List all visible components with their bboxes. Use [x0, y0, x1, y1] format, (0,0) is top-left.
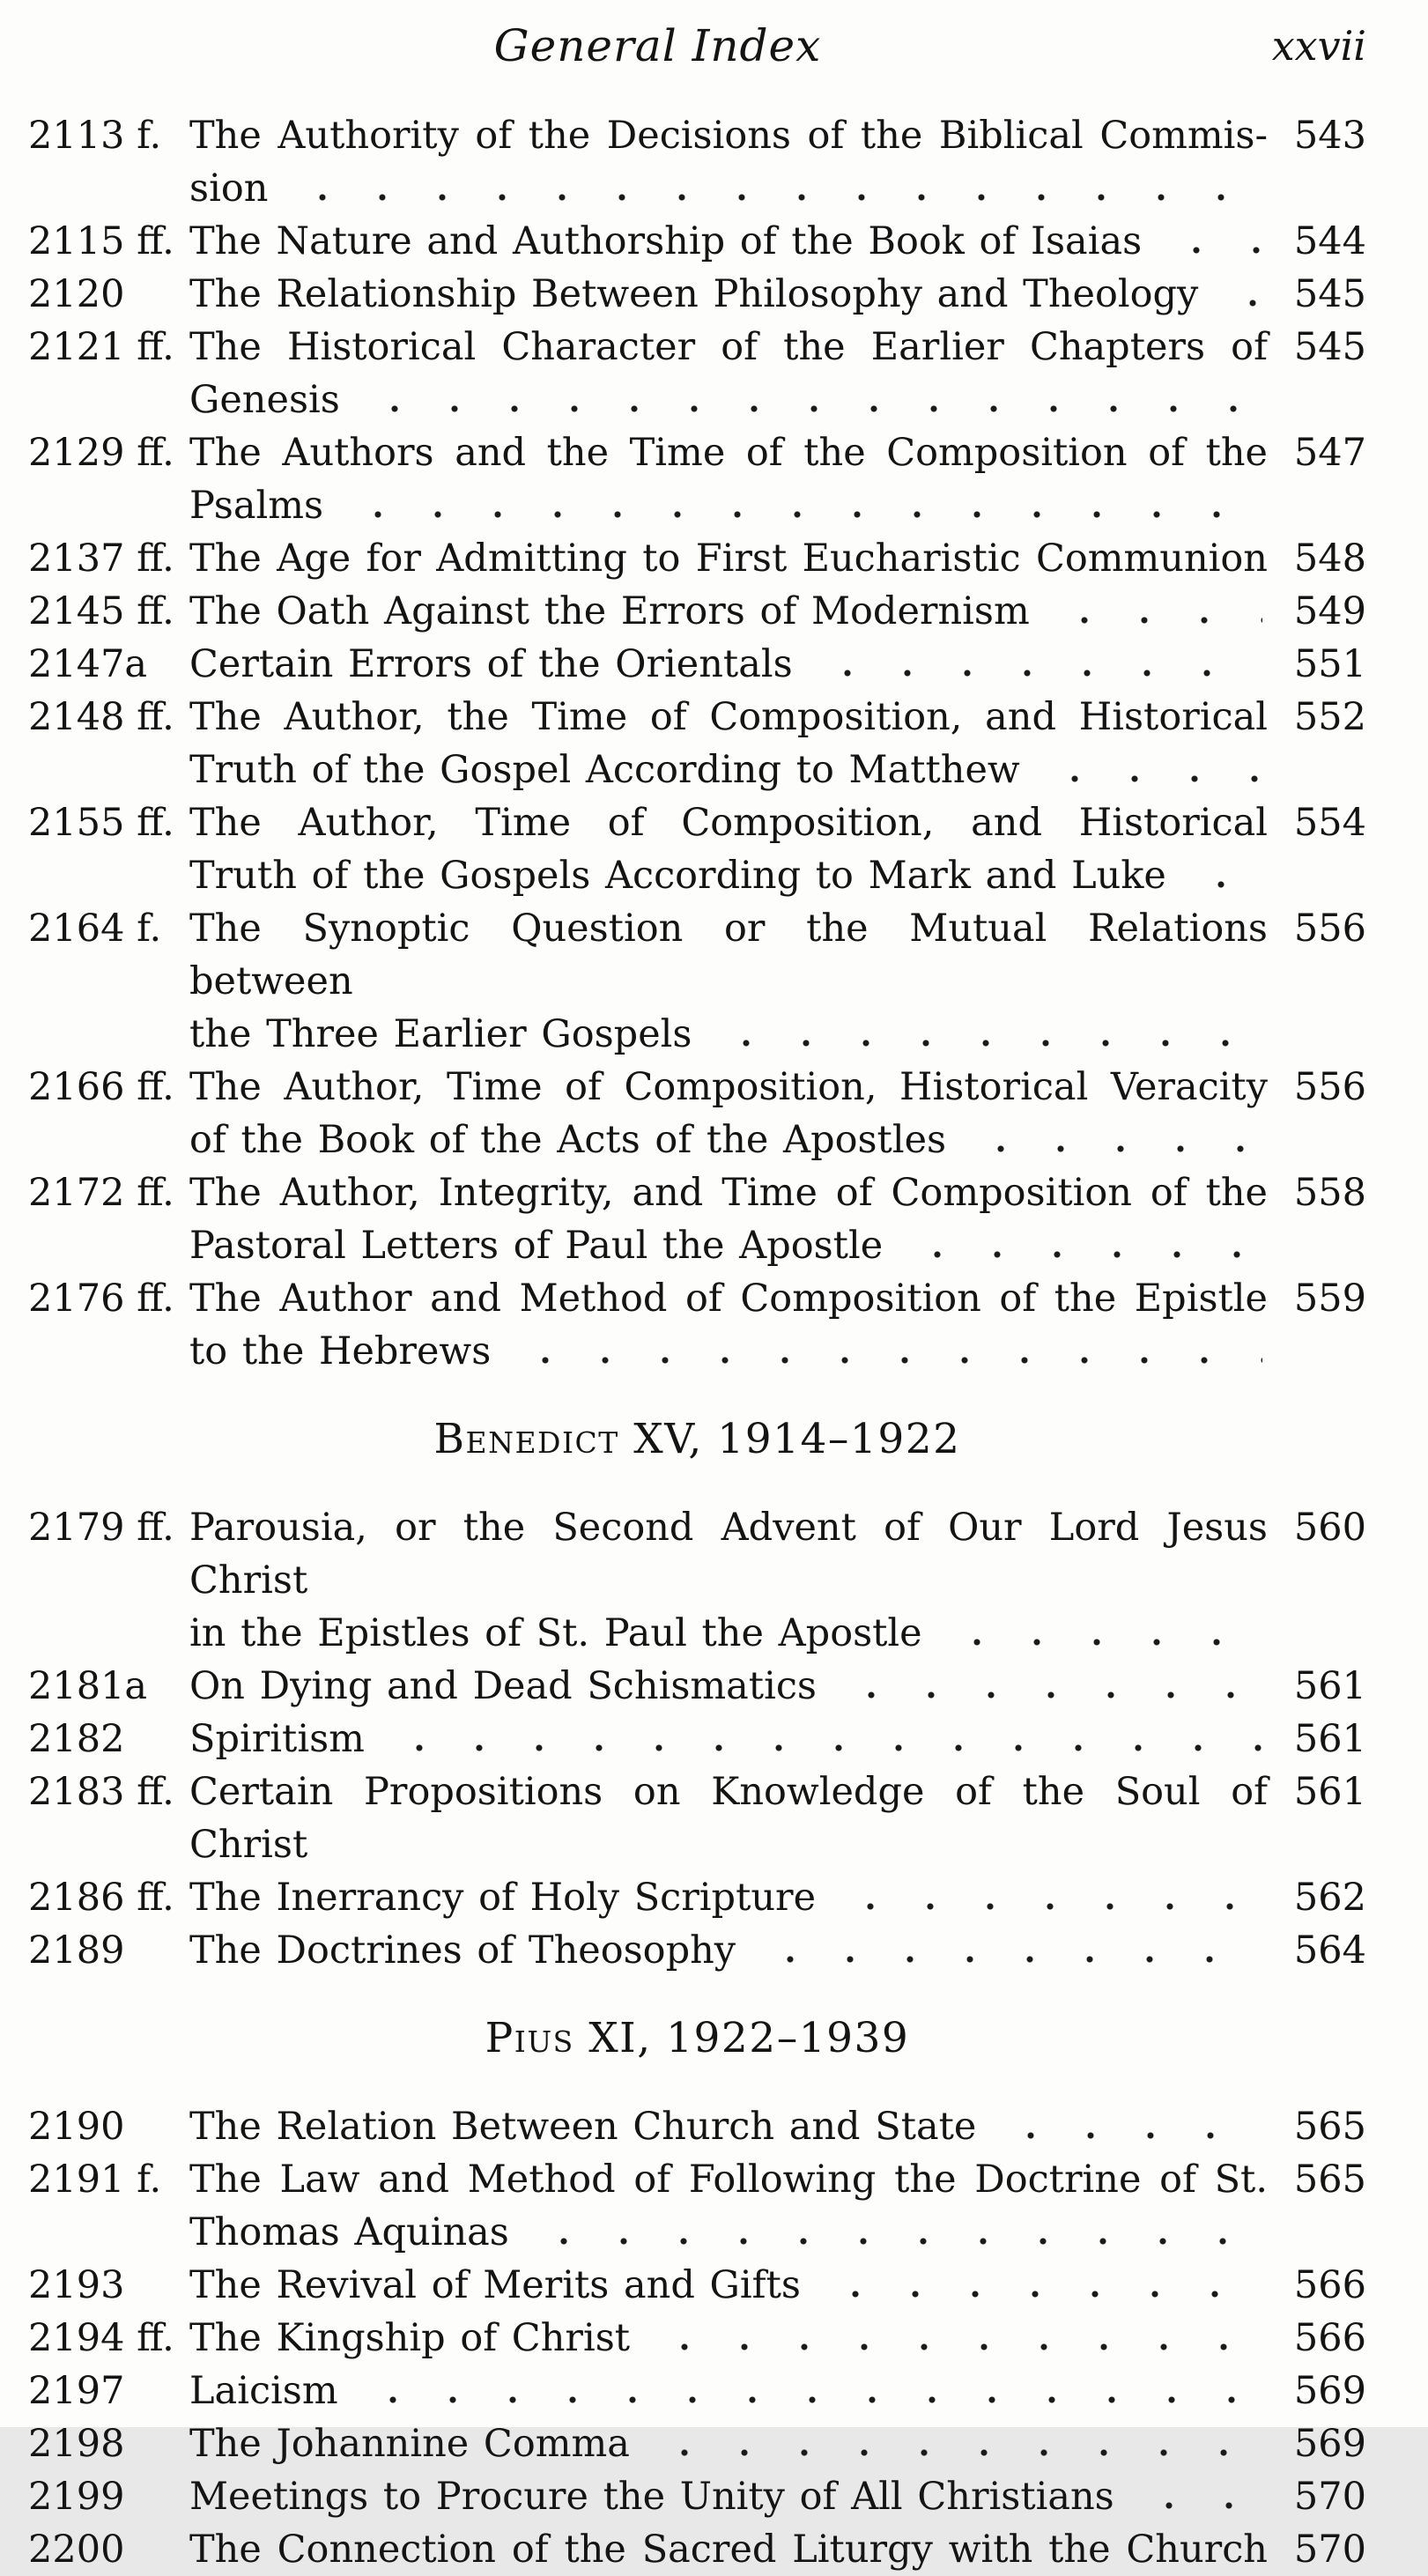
entry-line: [189, 585, 1268, 638]
entry-title: [189, 796, 1268, 902]
entry-page: 566: [1293, 2263, 1366, 2307]
entry-page: 554: [1293, 801, 1366, 845]
entry-title: [189, 902, 1268, 1061]
index-entry: [28, 532, 1366, 585]
dot-leader: [838, 1660, 1262, 1713]
dot-leader: [386, 1713, 1262, 1765]
entry-line: [189, 1219, 1268, 1272]
entry-number: 2183 ff.: [28, 1770, 174, 1814]
entry-line: [189, 2417, 1268, 2470]
entry-line: The Connection of the Sacred Liturgy with the Church: [189, 2528, 1268, 2572]
entry-title: [189, 532, 1268, 585]
entry-title: [189, 1660, 1268, 1713]
index-entry: [28, 2523, 1366, 2576]
dot-leader: [1136, 2470, 1262, 2523]
entry-title: [189, 691, 1268, 796]
entry-page: 566: [1293, 2316, 1366, 2360]
entry-title: [189, 1765, 1268, 1871]
running-head: [28, 18, 1366, 74]
entry-title: [189, 1501, 1268, 1660]
index-entry: [28, 321, 1366, 426]
entry-title: [189, 426, 1268, 532]
entry-title: [189, 1061, 1268, 1166]
entry-text: The Nature and Authorship of the Book of Isaias: [189, 219, 1143, 263]
entry-line: Certain Propositions on Knowledge of the Soul of Christ: [189, 1770, 1268, 1867]
entry-line: [189, 2312, 1268, 2365]
entry-title: [189, 1871, 1268, 1924]
dot-leader: [1219, 268, 1262, 321]
dot-leader: [814, 638, 1262, 691]
entry-title: [189, 2259, 1268, 2312]
entry-number: 2148 ff.: [28, 695, 174, 739]
entry-number: 2172 ff.: [28, 1171, 174, 1215]
entry-line: [189, 479, 1268, 532]
index-entry: [28, 1272, 1366, 1378]
entry-number: 2191 f.: [28, 2158, 162, 2202]
entry-line: [189, 215, 1268, 268]
page-title: General Index: [493, 20, 822, 71]
entry-text: The Johannine Comma: [189, 2422, 630, 2466]
entry-title: [189, 2523, 1268, 2576]
entry-text: Spiritism: [189, 1717, 365, 1761]
entry-text: On Dying and Dead Schismatics: [189, 1664, 817, 1708]
entry-line: The Author and Method of Composition of the Epistle: [189, 1277, 1268, 1321]
dot-leader: [997, 2100, 1262, 2153]
index-entry: [28, 109, 1366, 215]
dot-leader: [904, 1219, 1262, 1272]
entry-line: [189, 2470, 1268, 2523]
entry-page: 548: [1293, 537, 1366, 581]
entry-line: The Author, Time of Composition, and Historical: [189, 801, 1268, 845]
entry-text: Pastoral Letters of Paul the Apostle: [189, 1224, 884, 1268]
entry-page: 556: [1293, 1065, 1366, 1109]
entry-line: [189, 268, 1268, 321]
entry-text: Psalms: [189, 484, 324, 528]
dot-leader: [837, 1871, 1262, 1924]
entry-number: 2194 ff.: [28, 2316, 174, 2360]
index-entry: [28, 268, 1366, 321]
entry-line: Parousia, or the Second Advent of Our Lord Jesus Christ: [189, 1506, 1268, 1603]
entry-title: [189, 268, 1268, 321]
index-entry: [28, 902, 1366, 1061]
index-entry: [28, 691, 1366, 796]
entry-page: 569: [1293, 2422, 1366, 2466]
entry-text: of the Book of the Acts of the Apostles: [189, 1118, 947, 1162]
index-entry: [28, 1871, 1366, 1924]
entry-text: Laicism: [189, 2369, 338, 2413]
entry-text: Meetings to Procure the Unity of All Christians: [189, 2475, 1114, 2519]
entry-line: The Author, Integrity, and Time of Composition of the: [189, 1171, 1268, 1215]
entry-title: [189, 109, 1268, 215]
entry-number: 2182: [28, 1717, 125, 1761]
entry-number: 2190: [28, 2105, 125, 2149]
dot-leader: [651, 2417, 1262, 2470]
entry-page: 565: [1293, 2158, 1366, 2202]
entry-line: [189, 1607, 1268, 1660]
index-entry: [28, 426, 1366, 532]
entry-title: [189, 2312, 1268, 2365]
index-entry: [28, 796, 1366, 902]
index-entry: [28, 1501, 1366, 1660]
entry-line: The Author, the Time of Composition, and Historical: [189, 695, 1268, 739]
entry-page: 556: [1293, 907, 1366, 951]
entry-line: [189, 1924, 1268, 1977]
entry-page: 565: [1293, 2105, 1366, 2149]
dot-leader: [344, 479, 1262, 532]
dot-leader: [1041, 744, 1262, 796]
entry-title: [189, 1166, 1268, 1272]
dot-leader: [713, 1008, 1262, 1061]
entry-text: Genesis: [189, 378, 340, 422]
entry-number: 2200: [28, 2528, 125, 2572]
page-number: xxvii: [1271, 22, 1366, 70]
entry-page: 545: [1293, 272, 1366, 316]
dot-leader: [651, 2312, 1262, 2365]
entry-number: 2145 ff.: [28, 589, 174, 633]
entry-number: 2121 ff.: [28, 325, 174, 369]
entry-text: The Oath Against the Errors of Modernism: [189, 589, 1030, 633]
index-entry: [28, 2417, 1366, 2470]
entry-page: 551: [1293, 642, 1366, 686]
entry-page: 543: [1293, 114, 1366, 158]
index-entry: [28, 2259, 1366, 2312]
entry-text: The Inerrancy of Holy Scripture: [189, 1876, 817, 1920]
entry-line: The Authority of the Decisions of the Biblical Commis-: [189, 114, 1268, 158]
entry-line: [189, 374, 1268, 426]
entry-text: the Three Earlier Gospels: [189, 1012, 692, 1056]
entry-number: 2193: [28, 2263, 125, 2307]
dot-leader: [512, 1325, 1262, 1378]
entry-page: 561: [1293, 1664, 1366, 1708]
entry-number: 2115 ff.: [28, 219, 174, 263]
entry-text: Certain Errors of the Orientals: [189, 642, 793, 686]
entry-text: Truth of the Gospels According to Mark and Luke: [189, 854, 1166, 898]
entry-page: 562: [1293, 1876, 1366, 1920]
dot-leader: [1188, 849, 1262, 902]
entry-line: [189, 1871, 1268, 1924]
entry-line: [189, 638, 1268, 691]
entry-number: 2166 ff.: [28, 1065, 174, 1109]
entry-line: [189, 1713, 1268, 1765]
index-entry: [28, 2312, 1366, 2365]
index-entry: [28, 1061, 1366, 1166]
entry-page: 570: [1293, 2528, 1366, 2572]
index-entry: [28, 2470, 1366, 2523]
entry-number: 2197: [28, 2369, 125, 2413]
entry-number: 2179 ff.: [28, 1506, 174, 1550]
entry-line: The Law and Method of Following the Doctrine of St.: [189, 2158, 1268, 2202]
entry-text: in the Epistles of St. Paul the Apostle: [189, 1611, 922, 1655]
entry-page: 570: [1293, 2475, 1366, 2519]
entry-title: [189, 321, 1268, 426]
entry-number: 2198: [28, 2422, 125, 2466]
entry-title: [189, 2153, 1268, 2259]
entry-page: 560: [1293, 1506, 1366, 1550]
entry-line: The Authors and the Time of the Composition of the: [189, 431, 1268, 475]
entry-line: [189, 162, 1268, 215]
entry-title: [189, 638, 1268, 691]
entry-text: sion: [189, 167, 269, 211]
entry-line: [189, 1008, 1268, 1061]
index-entry: [28, 1713, 1366, 1765]
dot-leader: [361, 374, 1262, 426]
entry-line: [189, 1114, 1268, 1166]
dot-leader: [757, 1924, 1262, 1977]
dot-leader: [359, 2365, 1262, 2417]
entry-text: The Relationship Between Philosophy and Theology: [189, 272, 1199, 316]
entry-title: [189, 215, 1268, 268]
section-heading: Benedict XV, 1914–1922: [433, 1415, 961, 1463]
entry-number: 2199: [28, 2475, 125, 2519]
index-entry: [28, 1166, 1366, 1272]
entry-line: [189, 2259, 1268, 2312]
dot-leader: [1163, 215, 1262, 268]
entry-line: [189, 1660, 1268, 1713]
index-entry: [28, 1924, 1366, 1977]
index-entry: [28, 215, 1366, 268]
entry-number: 2189: [28, 1928, 125, 1973]
entry-line: [189, 2365, 1268, 2417]
dot-leader: [1051, 585, 1262, 638]
entry-line: The Synoptic Question or the Mutual Relations between: [189, 907, 1268, 1003]
entry-number: 2176 ff.: [28, 1277, 174, 1321]
entry-title: [189, 585, 1268, 638]
entry-line: The Historical Character of the Earlier Chapters of: [189, 325, 1268, 369]
entry-text: Thomas Aquinas: [189, 2210, 509, 2254]
entry-number: 2120: [28, 272, 125, 316]
entry-number: 2186 ff.: [28, 1876, 174, 1920]
entry-title: [189, 2100, 1268, 2153]
dot-leader: [943, 1607, 1262, 1660]
entry-line: The Author, Time of Composition, Historical Veracity: [189, 1065, 1268, 1109]
entry-title: [189, 1924, 1268, 1977]
entry-text: The Kingship of Christ: [189, 2316, 631, 2360]
entry-line: [189, 2100, 1268, 2153]
index-entry: [28, 1660, 1366, 1713]
entry-text: The Relation Between Church and State: [189, 2105, 977, 2149]
entry-text: to the Hebrews: [189, 1329, 492, 1373]
entry-number: 2164 f.: [28, 907, 162, 951]
entry-number: 2113 f.: [28, 114, 162, 158]
entry-line: [189, 849, 1268, 902]
section-heading: Pius XI, 1922–1939: [485, 2014, 910, 2062]
entry-page: 558: [1293, 1171, 1366, 1215]
entry-title: [189, 2365, 1268, 2417]
entry-number: 2155 ff.: [28, 801, 174, 845]
entry-line: The Age for Admitting to First Eucharistic Communion: [189, 537, 1268, 581]
entry-title: [189, 1713, 1268, 1765]
entry-page: 561: [1293, 1717, 1366, 1761]
dot-leader: [289, 162, 1262, 215]
entry-number: 2129 ff.: [28, 431, 174, 475]
entry-title: [189, 2417, 1268, 2470]
entry-page: 559: [1293, 1277, 1366, 1321]
entry-number: 2181a: [28, 1664, 148, 1708]
entry-page: 564: [1293, 1928, 1366, 1973]
entry-page: 544: [1293, 219, 1366, 263]
entry-text: The Doctrines of Theosophy: [189, 1928, 736, 1973]
index-list: [28, 109, 1366, 2576]
entry-page: 549: [1293, 589, 1366, 633]
entry-line: [189, 1325, 1268, 1378]
entry-text: The Revival of Merits and Gifts: [189, 2263, 801, 2307]
dot-leader: [530, 2206, 1262, 2259]
entry-title: [189, 2470, 1268, 2523]
entry-text: Truth of the Gospel According to Matthew: [189, 748, 1020, 792]
dot-leader: [967, 1114, 1262, 1166]
entry-line: [189, 2206, 1268, 2259]
index-entry: [28, 1765, 1366, 1871]
index-entry: [28, 585, 1366, 638]
entry-page: 569: [1293, 2369, 1366, 2413]
entry-page: 552: [1293, 695, 1366, 739]
entry-page: 547: [1293, 431, 1366, 475]
entry-page: 545: [1293, 325, 1366, 369]
entry-number: 2137 ff.: [28, 537, 174, 581]
index-entry: [28, 638, 1366, 691]
index-entry: [28, 2365, 1366, 2417]
dot-leader: [822, 2259, 1262, 2312]
entry-page: 561: [1293, 1770, 1366, 1814]
entry-title: [189, 1272, 1268, 1378]
index-entry: [28, 2153, 1366, 2259]
entry-line: [189, 744, 1268, 796]
entry-number: 2147a: [28, 642, 148, 686]
index-entry: [28, 2100, 1366, 2153]
